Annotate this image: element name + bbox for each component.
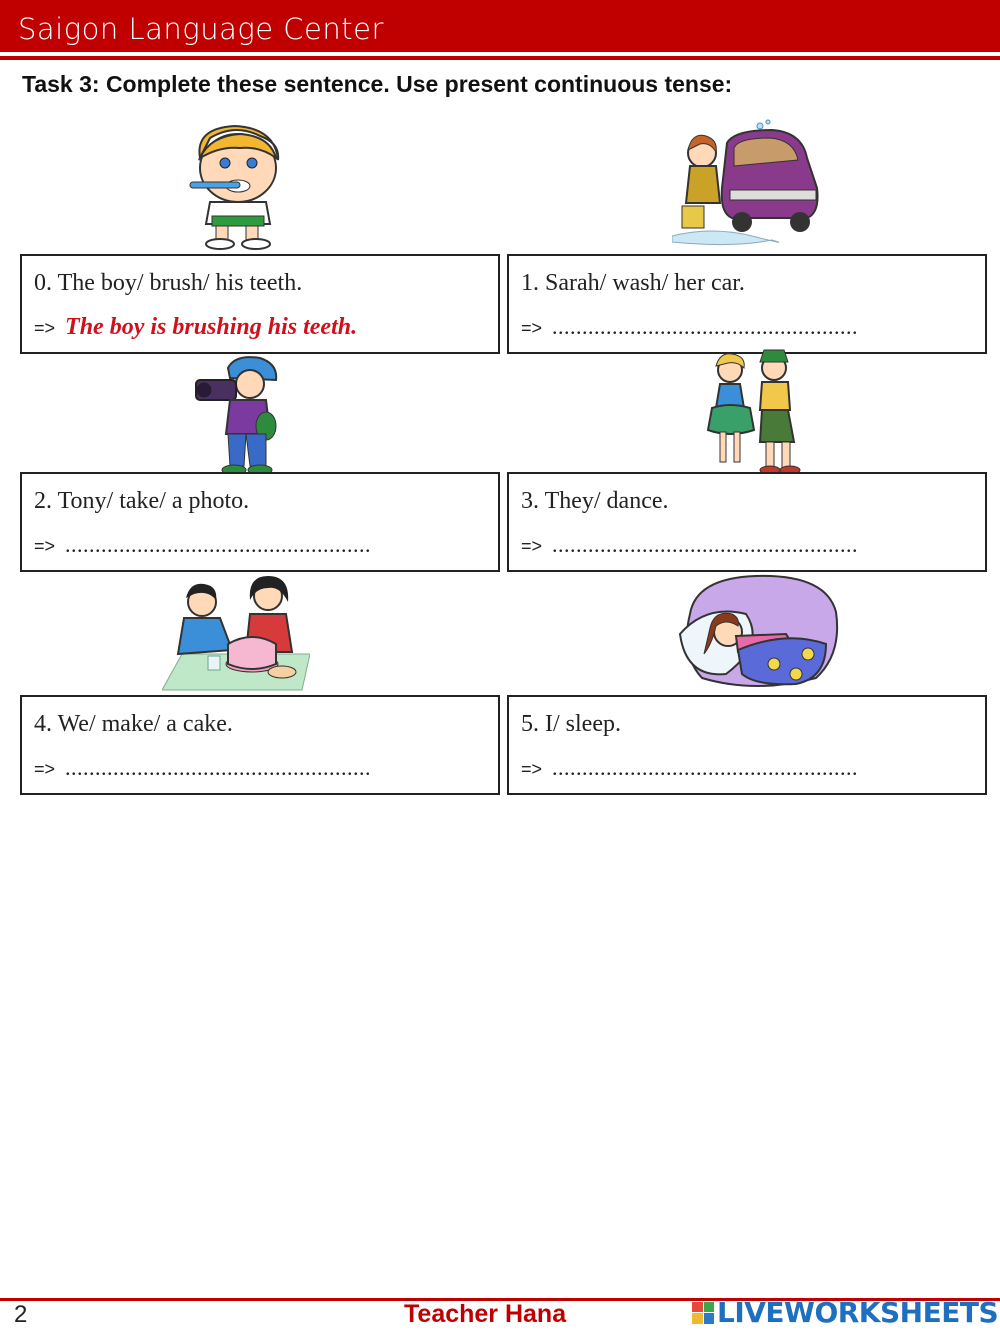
answer-blank[interactable]: ...................................................	[552, 532, 859, 557]
header-bar	[0, 0, 1000, 52]
exercise-prompt: 4. We/ make/ a cake.	[34, 711, 233, 737]
exercise-prompt: 2. Tony/ take/ a photo.	[34, 488, 250, 514]
girl-washing-car-illustration	[672, 118, 822, 248]
girl-sleeping-illustration	[676, 574, 840, 692]
liveworksheets-logo-icon	[692, 1302, 714, 1324]
exercise-prompt: 3. They/ dance.	[521, 488, 669, 514]
children-making-cake-illustration	[162, 574, 310, 694]
exercise-answer-line[interactable]	[521, 532, 858, 558]
arrow-marker: =>	[34, 318, 56, 338]
exercise-prompt: 5. I/ sleep.	[521, 711, 621, 737]
arrow-marker: =>	[34, 536, 56, 556]
answer-blank[interactable]: ...................................................	[552, 314, 859, 339]
exercise-answer-line[interactable]	[34, 755, 371, 781]
exercise-box-3	[507, 472, 987, 572]
arrow-marker: =>	[34, 759, 56, 779]
exercise-box-5	[507, 695, 987, 795]
header-divider	[0, 56, 1000, 60]
answer-blank[interactable]: ...................................................	[65, 532, 372, 557]
answer-blank[interactable]: ...................................................	[65, 755, 372, 780]
arrow-marker: =>	[521, 318, 543, 338]
exercise-prompt: 0. The boy/ brush/ his teeth.	[34, 270, 303, 296]
arrow-marker: =>	[521, 536, 543, 556]
exercise-answer-line[interactable]	[34, 532, 371, 558]
teacher-name: Teacher Hana	[404, 1300, 567, 1328]
exercise-answer-line[interactable]	[521, 314, 858, 340]
children-dancing-illustration	[704, 346, 806, 478]
exercise-prompt: 1. Sarah/ wash/ her car.	[521, 270, 745, 296]
arrow-marker: =>	[521, 759, 543, 779]
exercise-box-2	[20, 472, 500, 572]
liveworksheets-brand[interactable]	[692, 1296, 998, 1329]
example-answer: The boy is brushing his teeth.	[65, 314, 358, 340]
exercise-answer-line	[34, 314, 357, 341]
exercise-box-4	[20, 695, 500, 795]
exercise-box-1	[507, 254, 987, 354]
answer-blank[interactable]: ...................................................	[552, 755, 859, 780]
page-number: 2	[14, 1301, 28, 1328]
header-title: Saigon Language Center	[18, 12, 384, 46]
boy-taking-photo-illustration	[190, 354, 280, 478]
task-instruction: Task 3: Complete these sentence. Use present continuous tense:	[22, 71, 733, 97]
boy-brushing-teeth-illustration	[180, 118, 295, 250]
exercise-answer-line[interactable]	[521, 755, 858, 781]
brand-text: LIVEWORKSHEETS	[717, 1296, 999, 1329]
exercise-box-0	[20, 254, 500, 354]
